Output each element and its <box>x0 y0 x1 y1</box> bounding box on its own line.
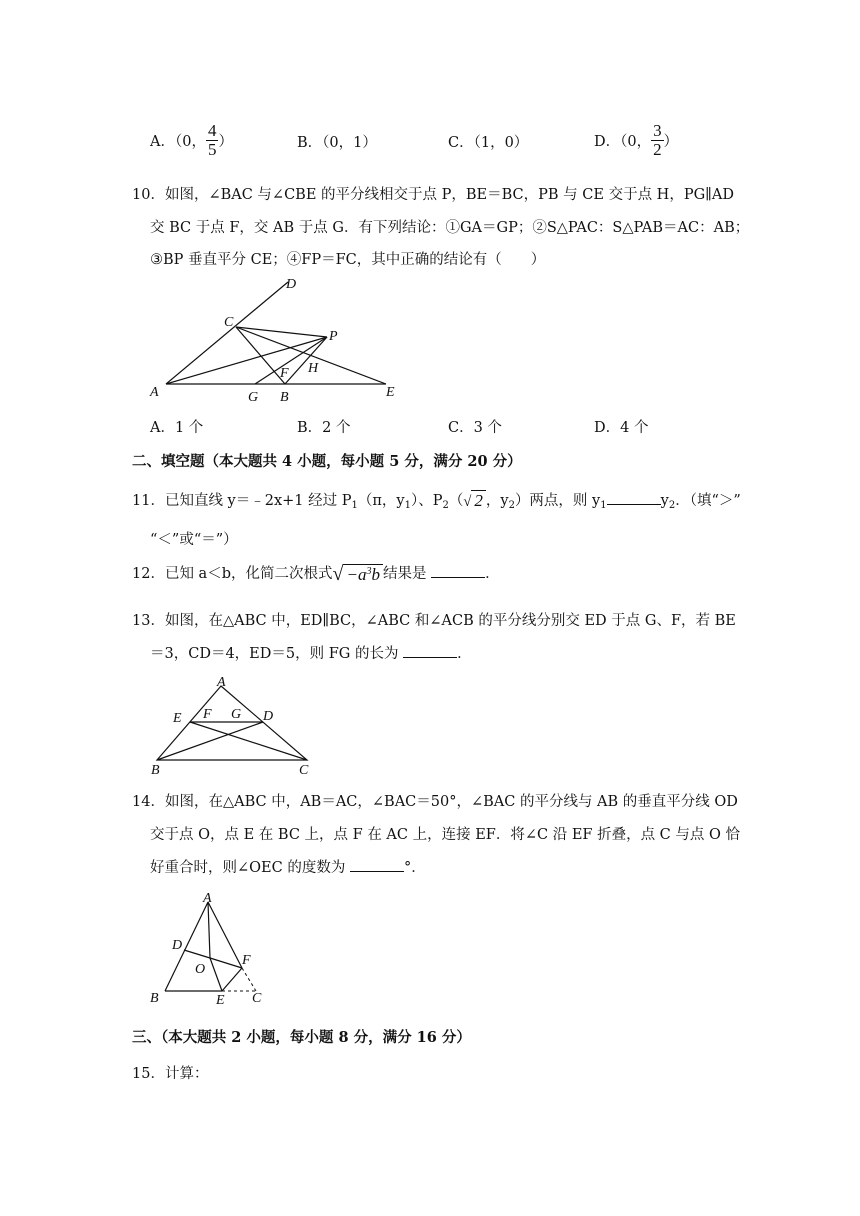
q14-text-line3: 好重合时，则∠OEC 的度数为 °． <box>150 856 426 877</box>
section-2-heading: 二、填空题（本大题共 4 小题，每小题 5 分，满分 20 分） <box>132 453 522 470</box>
q9-option-b: B．（0，1） <box>297 135 377 151</box>
q9-option-d: D．（0， $\frac{3}{2}$ ） <box>594 121 679 159</box>
q14-text-line2: 交于点 O，点 E 在 BC 上，点 F 在 AC 上，连接 EF．将∠C 沿 EF 折叠，点 C 与点 O 恰 <box>150 827 740 843</box>
q14-dashed-fc <box>242 968 256 991</box>
q13-answer-blank <box>403 643 457 658</box>
q13-label-e: E <box>173 711 182 726</box>
q13-figure <box>145 672 345 778</box>
q10-label-h: H <box>308 361 319 376</box>
q10-text-line2: 交 BC 于点 F，交 AB 于点 G．有下列结论：①GA＝GP；②S△PAC：S△PAB＝AC：AB； <box>150 220 750 236</box>
q10-option-c: C．3 个 <box>448 420 502 436</box>
q10-line-cb <box>236 327 285 384</box>
q14-line-do <box>184 950 210 958</box>
q10-text-line1: 10．如图，∠BAC 与∠CBE 的平分线相交于点 P，BE＝BC，PB 与 CE 交于点 H，PG∥AD <box>132 187 734 203</box>
q13-label-g: G <box>231 707 242 722</box>
q11-text-line1: 11．已知直线 y＝﹣2x+1 经过 $P_1(\pi$，$y_1$）、$P_2(√$ 2 ，$y_2$）两点，则 $y_1$ $y_2$．（填“＞” <box>132 491 741 511</box>
q10-text-line3: ③BP 垂直平分 CE；④FP＝FC，其中正确的结论有（ ） <box>150 252 546 268</box>
q12-text: 12．已知 a＜b，化简二次根式√ $-a^3b$ 结果是 ． <box>132 562 500 585</box>
q14-label-e: E <box>216 993 225 1008</box>
q10-label-d: D <box>286 277 297 292</box>
q10-figure <box>140 272 420 408</box>
q10-label-p: P <box>329 329 338 344</box>
q10-option-a: A．1 个 <box>150 420 204 436</box>
q14-label-f: F <box>242 953 251 968</box>
q13-text-line2: ＝3，CD＝4，ED＝5，则 FG 的长为 ． <box>150 642 472 663</box>
q13-label-a: A <box>217 675 226 690</box>
q14-text-line1: 14．如图，在△ABC 中，AB＝AC，∠BAC＝50°，∠BAC 的平分线与 AB 的垂直平分线 OD <box>132 794 738 810</box>
q10-label-a: A <box>150 385 159 400</box>
q13-text-line1: 13．如图，在△ABC 中，ED∥BC，∠ABC 和∠ACB 的平分线分别交 ED 于点 G、F，若 BE <box>132 613 736 629</box>
section-3-heading: 三、（本大题共 2 小题，每小题 8 分，满分 16 分） <box>132 1029 471 1046</box>
q11-text-line2: “＜”或“＝”） <box>150 532 238 548</box>
q13-label-b: B <box>151 763 160 778</box>
q14-answer-blank <box>350 857 404 872</box>
q10-line-ap <box>166 337 327 384</box>
q10-label-f: F <box>280 366 289 381</box>
q10-line-ad <box>166 282 288 384</box>
q12-sqrt: √ $-a^3b$ <box>333 563 383 586</box>
q14-label-d: D <box>172 938 183 953</box>
q12-answer-blank <box>431 563 485 578</box>
q10-option-d: D．4 个 <box>594 420 649 436</box>
q10-label-c: C <box>224 315 234 330</box>
q14-figure <box>140 888 280 1008</box>
q14-line-af <box>208 902 242 968</box>
q10-label-b: B <box>280 390 289 405</box>
q9-option-a: A．（0， $\frac{4}{5}$ ） <box>150 121 233 159</box>
q11-answer-blank <box>607 490 661 505</box>
q14-label-o: O <box>195 962 206 977</box>
q14-label-a: A <box>203 891 212 906</box>
q13-label-f: F <box>203 707 212 722</box>
q10-label-g: G <box>248 390 259 405</box>
q9-option-a-fraction: $\frac{4}{5}$ <box>207 121 217 159</box>
q10-option-b: B．2 个 <box>297 420 351 436</box>
q11-sqrt: √ 2 <box>463 491 485 511</box>
q14-line-oe <box>210 958 222 991</box>
q13-label-c: C <box>299 763 309 778</box>
q14-line-ao <box>208 902 210 958</box>
q9-option-c: C．（1，0） <box>448 135 529 151</box>
q13-label-d: D <box>263 709 274 724</box>
q9-option-d-fraction: $\frac{3}{2}$ <box>653 121 662 159</box>
q14-line-ef <box>222 968 242 991</box>
q14-label-c: C <box>252 991 262 1006</box>
q15-text: 15．计算： <box>132 1066 209 1082</box>
q10-label-e: E <box>386 385 395 400</box>
q14-label-b: B <box>150 991 159 1006</box>
